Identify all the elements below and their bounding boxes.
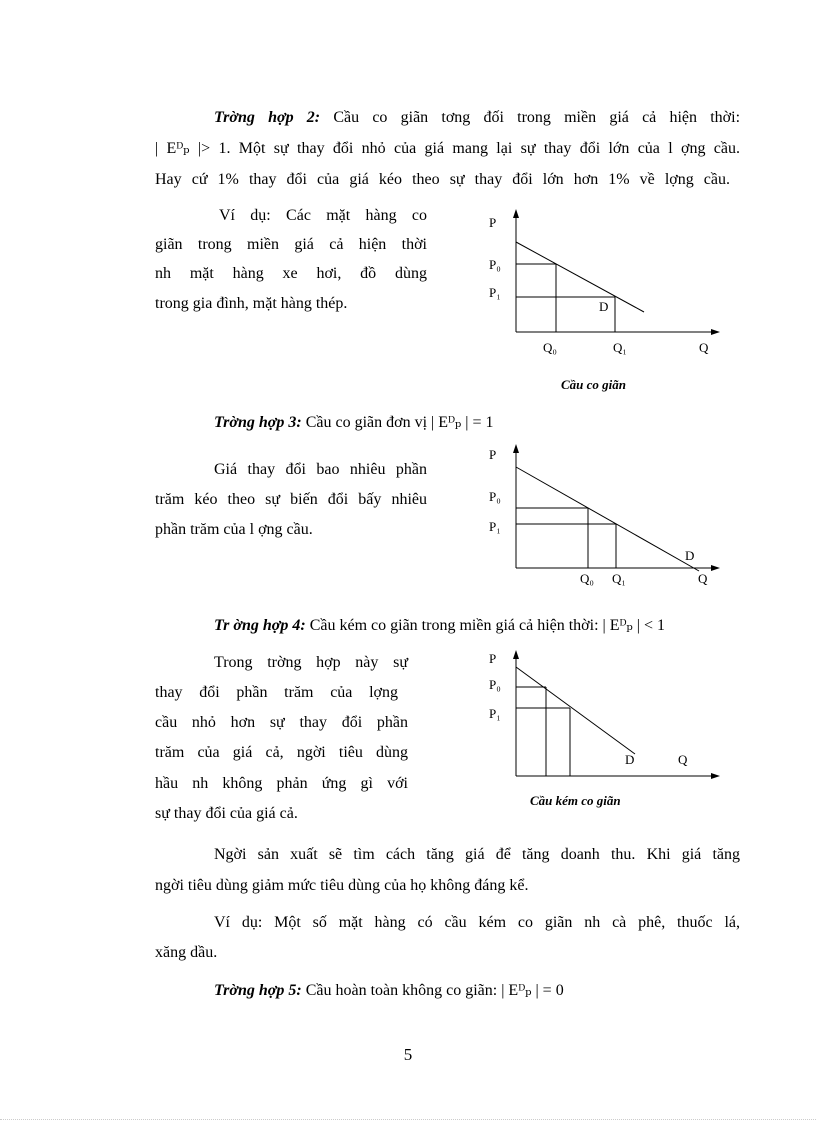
case4-line-1: Trong trờng hợp này sự [214, 654, 408, 671]
case2-line-1: Cầu co giãn tơng đối trong miền giá cả hiện thời: [333, 109, 741, 126]
case4-para2-line-2: xăng dầu. [155, 944, 218, 961]
label-p0: P₀ [489, 677, 501, 692]
x-axis-arrow [711, 329, 720, 335]
case2-heading-line [214, 107, 740, 129]
inelastic-demand-caption: Cầu kém co giãn [530, 793, 621, 808]
bottom-divider [0, 1119, 816, 1120]
demand-curve [516, 667, 635, 754]
case4-text: Cầu kém co giãn trong miền giá cả hiện thời: | Eᴰₚ | < 1 [309, 617, 666, 634]
case3-heading: Trờng hợp 3: [214, 414, 302, 431]
case2-line-3: Hay cứ 1% thay đổi của giá kéo theo sự thay đổi lớn hơn 1% về lợng cầu. [155, 171, 730, 188]
case5-heading: Trờng hợp 5: [214, 982, 302, 999]
case3-text: Cầu co giãn đơn vị | Eᴰₚ | = 1 [305, 414, 494, 431]
case2-line-2: | Eᴰₚ |> 1. Một sự thay đổi nhỏ của giá mang lại sự thay đổi lớn của l ợng cầu. [155, 140, 740, 157]
case4-line-5: hầu nh không phản ứng gì với [155, 775, 408, 792]
y-axis-arrow [513, 444, 519, 453]
label-d: D [625, 752, 635, 767]
label-d: D [599, 299, 609, 314]
case2-example-line-3: nh mặt hàng xe hơi, đồ dùng [155, 265, 427, 282]
unit-elastic-graph [480, 440, 730, 590]
y-axis-arrow [513, 650, 519, 659]
case5-heading-line [214, 980, 564, 1002]
axis-label-p: P [489, 447, 497, 462]
axis-label-p: P [489, 215, 497, 230]
label-q0: Q₀ [543, 340, 557, 355]
case4-para1-line-2: ngời tiêu dùng giảm mức tiêu dùng của họ không đáng kể. [155, 877, 529, 894]
case2-heading: Trờng hợp 2: [214, 109, 321, 126]
case4-line-4: trăm của giá cả, ngời tiêu dùng [155, 744, 408, 761]
axis-label-p: P [489, 651, 497, 666]
case2-example-line-1: Ví dụ: Các mặt hàng co [219, 207, 427, 224]
case4-line-6: sự thay đổi của giá cả. [155, 805, 298, 822]
case3-line-3: phần trăm của l ợng cầu. [155, 521, 313, 538]
elastic-demand-graph [480, 205, 730, 370]
case3-heading-line [214, 412, 494, 434]
page-number: 5 [403, 1045, 413, 1064]
label-p1: P₁ [489, 285, 501, 300]
x-axis-arrow [711, 565, 720, 571]
case2-example-line-4: trong gia đình, mặt hàng thép. [155, 295, 348, 312]
case3-line-1: Giá thay đổi bao nhiêu phần [214, 461, 427, 478]
inelastic-demand-graph [480, 646, 730, 786]
axis-label-q: Q [698, 571, 708, 586]
elastic-demand-caption: Cầu co giãn [561, 377, 627, 392]
x-axis-arrow [711, 773, 720, 779]
label-q0: Q₀ [580, 571, 594, 586]
case3-line-2: trăm kéo theo sự biến đổi bấy nhiêu [155, 491, 427, 508]
label-d: D [685, 548, 695, 563]
demand-curve [516, 242, 644, 312]
case4-line-2: thay đổi phần trăm của lợng [155, 684, 398, 701]
case4-para1-line-1: Ngời sản xuất sẽ tìm cách tăng giá để tăng doanh thu. Khi giá tăng [214, 846, 740, 863]
y-axis-arrow [513, 209, 519, 218]
demand-curve [516, 467, 699, 571]
label-q1: Q₁ [612, 571, 626, 586]
label-q1: Q₁ [613, 340, 627, 355]
label-p1: P₁ [489, 706, 501, 721]
label-p1: P₁ [489, 519, 501, 534]
axis-label-q: Q [678, 752, 688, 767]
case4-para2-line-1: Ví dụ: Một số mặt hàng có cầu kém co giãn nh cà phê, thuốc lá, [214, 914, 740, 931]
case2-example-line-2: giãn trong miền giá cả hiện thời [155, 236, 427, 253]
case5-text: Cầu hoàn toàn không co giãn: | Eᴰₚ | = 0 [305, 982, 564, 999]
case4-heading: Tr ờng hợp 4: [214, 617, 306, 634]
label-p0: P₀ [489, 257, 501, 272]
case4-line-3: cầu nhỏ hơn sự thay đổi phần [155, 714, 408, 731]
label-p0: P₀ [489, 489, 501, 504]
case4-heading-line [214, 615, 665, 637]
axis-label-q: Q [699, 340, 709, 355]
